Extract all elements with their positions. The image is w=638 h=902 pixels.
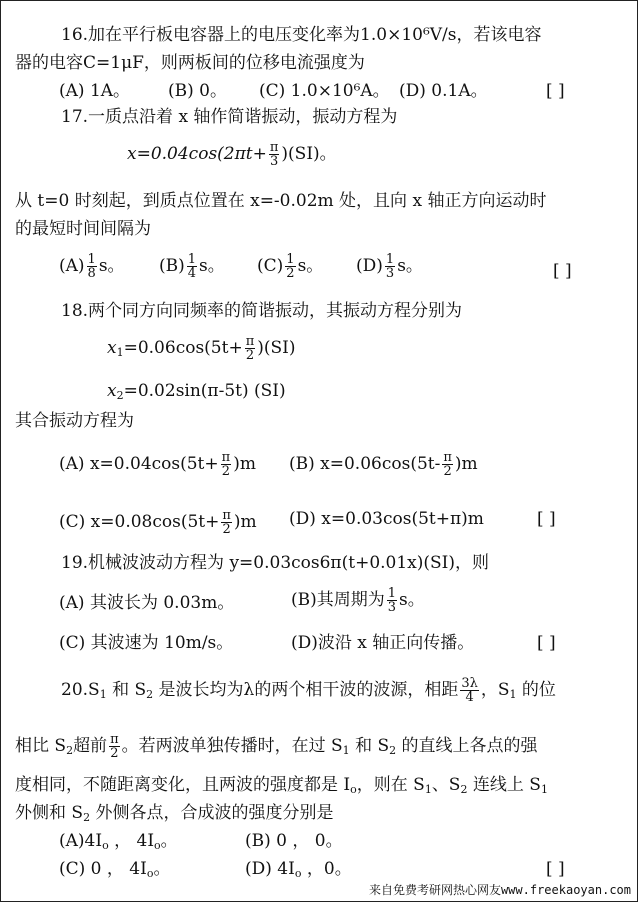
q18-x2-var: x <box>107 381 117 401</box>
q18-x2-body: =0.02sin(π-5t) (SI) <box>123 381 286 401</box>
q20-l2-sub1: 2 <box>66 744 74 757</box>
q20-l2-d: 和 S <box>349 736 390 756</box>
q18-x2-sub: 2 <box>116 389 124 402</box>
q20-c-b: 。 <box>153 859 171 879</box>
q20-l1-fraction <box>460 677 479 704</box>
q20-answer-bracket: [ ] <box>546 859 565 879</box>
q18-stem-line1: 18.两个同方向同频率的简谐振动，其振动方程分别为 <box>61 301 463 321</box>
q20-l1-sub1: 1 <box>99 688 107 701</box>
q20-l1-b: 和 S <box>106 680 147 700</box>
q18-b-body: (B) x=0.06cos(5t- <box>289 454 441 474</box>
q19-b-num: 1 <box>387 586 397 601</box>
q18-c-num: π <box>222 508 231 523</box>
q18-eq-x1 <box>107 335 296 363</box>
q17-b-den: 4 <box>187 266 197 281</box>
q17-d-unit: s。 <box>397 256 423 276</box>
q17-b-unit: s。 <box>199 256 225 276</box>
q18-option-c <box>59 509 257 536</box>
q17-c-num: 1 <box>286 252 295 267</box>
q19-b-post: s。 <box>399 590 425 610</box>
q20-l1-a: 20.S <box>61 680 100 700</box>
q18-option-d: (D) x=0.03cos(5t+π)m <box>289 509 484 529</box>
q20-l3-sub1: o <box>350 783 357 796</box>
q17-stem-line3: 的最短时间间隔为 <box>15 219 151 239</box>
q16-answer-bracket: [ ] <box>546 81 565 101</box>
q17-eq-den: 3 <box>270 154 279 169</box>
q17-equation <box>127 141 337 168</box>
q17-a-fraction <box>87 253 97 280</box>
q16-stem-line1: 16.加在平行板电容器上的电压变化率为1.0×10⁶V/s，若该电容 <box>61 25 542 45</box>
q17-c-fraction <box>285 253 295 280</box>
q20-l2-sub3: 2 <box>389 744 397 757</box>
q17-b-num: 1 <box>187 252 197 267</box>
q16-option-c: (C) 1.0×10⁶A。 <box>259 81 390 101</box>
q18-eq-x2 <box>107 381 286 406</box>
q18-x1-body: =0.06cos(5t+ <box>123 338 243 358</box>
q20-l2-sub2: 1 <box>342 744 350 757</box>
q20-l4-a: 外侧和 S <box>15 803 84 823</box>
q18-x1-num: π <box>245 334 255 349</box>
q20-line2 <box>15 733 538 761</box>
q18-stem-line2: 其合振动方程为 <box>15 411 134 431</box>
q20-l2-den: 2 <box>110 746 119 761</box>
q19-answer-bracket: [ ] <box>537 633 556 653</box>
q20-l3-d: 连线上 S <box>467 775 541 795</box>
q20-l3-b: ，则在 S <box>356 775 425 795</box>
q19-b-den: 3 <box>387 600 397 615</box>
q19-option-b <box>291 587 425 614</box>
q17-eq-num: π <box>269 140 279 155</box>
q20-line1 <box>61 677 556 705</box>
q17-d-label: (D) <box>356 256 383 276</box>
q18-c-body: (C) x=0.08cos(5t+ <box>59 512 220 532</box>
q20-l2-a: 相比 S <box>15 736 67 756</box>
q19-stem-line1: 19.机械波波动方程为 y=0.03cos6π(t+0.01x)(SI)，则 <box>61 553 490 573</box>
q20-a-b: ， 4I <box>108 831 155 851</box>
q18-b-post: )m <box>454 454 478 474</box>
q17-c-unit: s。 <box>297 256 324 276</box>
q20-d-a: (D) 4I <box>245 859 295 879</box>
q17-option-d <box>356 253 423 280</box>
q20-l2-e: 的直线上各点的强 <box>396 736 538 756</box>
q16-option-b: (B) 0。 <box>168 81 227 101</box>
q17-option-c <box>257 253 323 280</box>
q20-l1-d: ，S <box>480 680 510 700</box>
q17-eq-pre: x=0.04cos(2πt+ <box>127 144 267 164</box>
q17-c-den: 2 <box>286 266 295 281</box>
q16-stem-line2: 器的电容C=1μF，则两板间的位移电流强度为 <box>15 53 365 73</box>
q17-stem-line2: 从 t=0 时刻起，到质点位置在 x=-0.02m 处，且向 x 轴正方向运动时 <box>15 191 547 211</box>
q20-a-a: (A)4I <box>59 831 103 851</box>
q18-a-den: 2 <box>221 464 231 479</box>
q20-l1-c: 是波长均为λ的两个相干波的波源，相距 <box>153 680 459 700</box>
q19-b-fraction <box>387 587 397 614</box>
q17-a-den: 8 <box>87 266 96 281</box>
q18-c-den: 2 <box>222 522 231 537</box>
q20-c-a: (C) 0 ， 4I <box>59 859 147 879</box>
q17-d-fraction <box>385 253 395 280</box>
q20-l1-num: 3λ <box>461 676 478 691</box>
q18-x1-den: 2 <box>245 348 255 363</box>
q20-l4-b: 外侧各点，合成波的强度分别是 <box>90 803 334 823</box>
q20-l1-e: 的位 <box>516 680 556 700</box>
q17-option-b <box>159 253 225 280</box>
q17-a-unit: s。 <box>98 256 125 276</box>
q20-option-c <box>59 859 170 884</box>
q20-option-d <box>245 859 352 884</box>
q18-x1-post: )(SI) <box>257 338 296 358</box>
q20-l3-a: 度相同，不随距离变化，且两波的强度都是 I <box>15 775 351 795</box>
q20-l1-den: 4 <box>465 690 474 705</box>
q18-a-fraction <box>221 451 232 478</box>
q16-option-a: (A) 1A。 <box>59 81 131 101</box>
q17-option-a <box>59 253 125 280</box>
q20-l3-c: 、S <box>431 775 461 795</box>
q18-c-fraction <box>221 509 232 536</box>
q18-x1-fraction <box>245 335 256 362</box>
q20-d-b: ，0。 <box>301 859 352 879</box>
q20-l4-sub1: 2 <box>83 811 91 824</box>
q20-d-sub1: o <box>294 867 302 880</box>
q20-l3-sub4: 1 <box>540 783 548 796</box>
source-footer: 来自免费考研网热心网友www.freekaoyan.com <box>368 883 631 897</box>
q18-c-post: )m <box>233 512 257 532</box>
q20-l2-fraction <box>109 733 120 760</box>
q20-l2-b: 超前 <box>73 736 108 756</box>
q17-c-label: (C) <box>257 256 284 276</box>
q18-option-a <box>59 451 256 478</box>
q19-option-d: (D)波沿 x 轴正向传播。 <box>291 633 475 653</box>
q20-l2-c: 。若两波单独传播时，在过 S <box>121 736 343 756</box>
q17-eq-fraction <box>269 141 280 168</box>
q17-a-num: 1 <box>87 252 96 267</box>
q20-a-sub1: o <box>102 839 109 852</box>
q18-b-den: 2 <box>443 464 452 479</box>
q20-l1-sub2: 2 <box>146 688 154 701</box>
q20-line3 <box>15 775 548 800</box>
q17-d-den: 3 <box>385 266 395 281</box>
q19-option-a: (A) 其波长为 0.03m。 <box>59 593 235 613</box>
q20-a-sub2: o <box>154 839 161 852</box>
q20-line4 <box>15 803 333 828</box>
q20-c-sub1: o <box>146 867 154 880</box>
q17-answer-bracket: [ ] <box>553 261 572 281</box>
q17-a-label: (A) <box>59 256 85 276</box>
q18-b-num: π <box>443 450 452 465</box>
q17-stem-line1: 17.一质点沿着 x 轴作简谐振动，振动方程为 <box>61 107 398 127</box>
q18-option-b <box>289 451 478 478</box>
q18-x1-sub: 1 <box>116 346 124 359</box>
q19-b-body: (B)其周期为 <box>291 590 385 610</box>
q20-option-a <box>59 831 178 856</box>
q17-d-num: 1 <box>385 252 395 267</box>
q18-a-body: (A) x=0.04cos(5t+ <box>59 454 219 474</box>
q20-option-b: (B) 0 ， 0。 <box>245 831 343 851</box>
q20-l3-sub3: 2 <box>460 783 468 796</box>
q20-l3-sub2: 1 <box>424 783 432 796</box>
q18-answer-bracket: [ ] <box>537 509 556 529</box>
q18-a-post: )m <box>233 454 256 474</box>
q20-a-c: 。 <box>160 831 178 851</box>
q20-l2-num: π <box>110 732 119 747</box>
q20-l1-sub3: 1 <box>509 688 517 701</box>
q18-b-fraction <box>442 451 453 478</box>
q17-b-label: (B) <box>159 256 185 276</box>
q19-option-c: (C) 其波速为 10m/s。 <box>59 633 234 653</box>
q17-b-fraction <box>187 253 197 280</box>
q17-eq-post: )(SI)。 <box>281 144 337 164</box>
q18-a-num: π <box>221 450 231 465</box>
q16-option-d: (D) 0.1A。 <box>399 81 488 101</box>
q18-x1-var: x <box>107 338 117 358</box>
